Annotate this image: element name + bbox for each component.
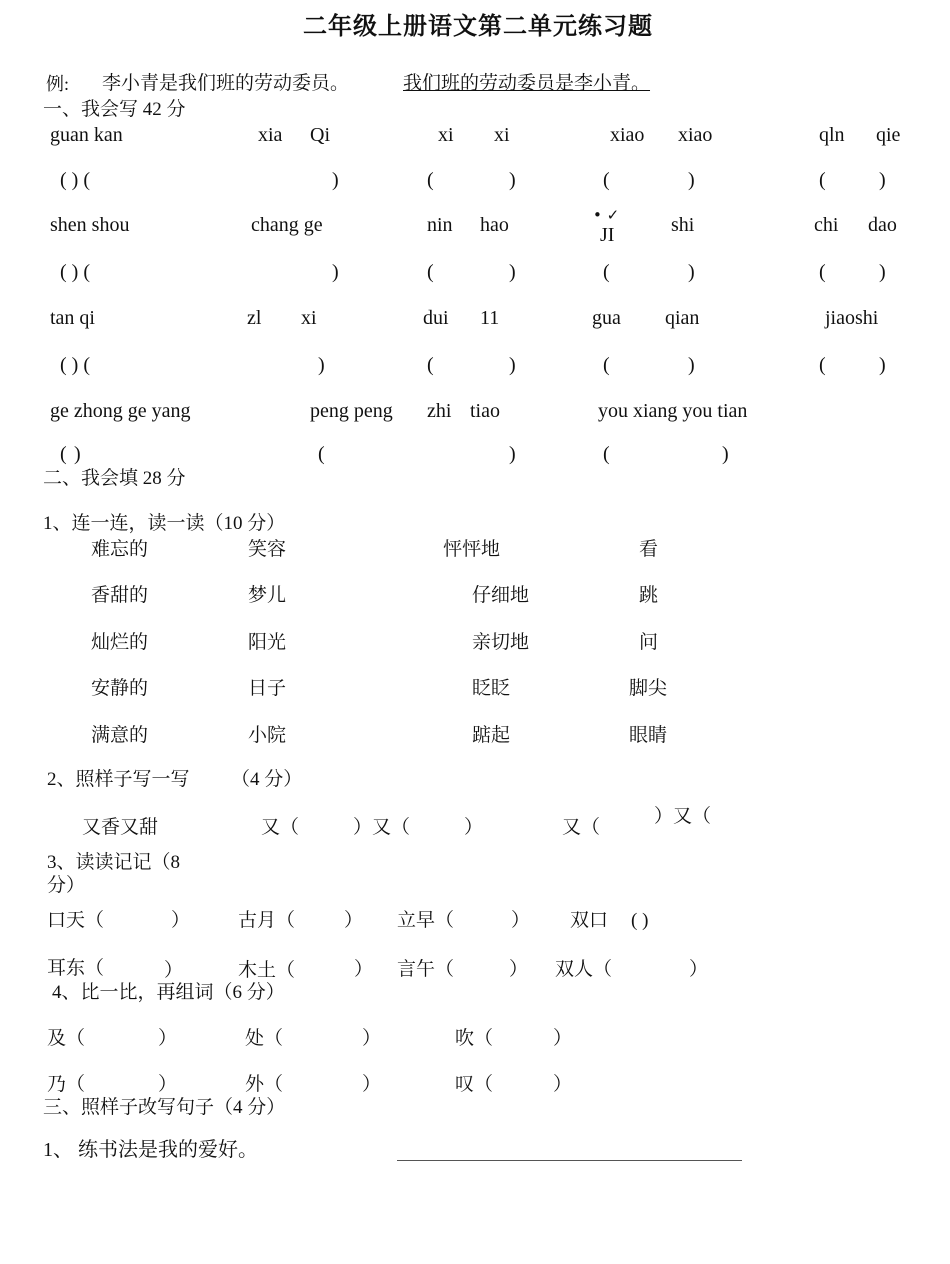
q4-item: 及（ (47, 1028, 86, 1049)
match-item: 香甜的 (91, 585, 149, 606)
q3-close: ） (511, 910, 531, 931)
q4-item: 乃（ (47, 1074, 86, 1095)
answer-bracket: ( ) ( (60, 354, 90, 376)
q2-blank: ）又（ (654, 806, 712, 827)
match-item: 踮起 (472, 725, 511, 746)
pinyin-word: guan kan (50, 124, 123, 146)
q3-close: ） (164, 960, 184, 981)
tone-mark: • ✓ (593, 206, 620, 224)
q4-close: ） (362, 1028, 382, 1049)
section2-heading: 二、我会填 28 分 (43, 468, 186, 489)
pinyin-word: qie (876, 124, 901, 146)
answer-bracket: ) (509, 169, 516, 191)
match-item: 阳光 (248, 632, 287, 653)
match-item: 眨眨 (472, 678, 511, 699)
answer-bracket: ) (879, 169, 886, 191)
q3-item: 木土（ (238, 960, 296, 981)
match-item: 日子 (248, 678, 287, 699)
pinyin-word: 11 (480, 307, 500, 329)
pinyin-word: hao (480, 214, 509, 236)
q4-heading: 4、比一比，再组词（6 分） (52, 982, 285, 1003)
example-rewritten: 我们班的劳动委员是李小青。 (403, 73, 651, 94)
q2-blank: ） (464, 817, 484, 838)
q3-heading: 3、读读记记（8 (47, 852, 181, 873)
q3-item: 双人（ (555, 959, 613, 980)
answer-bracket: ) (688, 261, 695, 283)
q2-blank: 又（ (562, 817, 601, 838)
section1-heading: 一、我会写 42 分 (43, 99, 186, 120)
answer-bracket: ( ) ( (60, 261, 90, 283)
q3-close: ） (509, 959, 529, 980)
page-title: 二年级上册语文第二单元练习题 (303, 12, 653, 40)
q3-item: 立早（ (397, 910, 455, 931)
match-item: 小院 (248, 725, 287, 746)
q4-close: ） (553, 1074, 573, 1095)
pinyin-word: zl (247, 307, 262, 329)
example-sentence: 李小青是我们班的劳动委员。 (102, 73, 350, 94)
pinyin-word: qln (819, 124, 845, 146)
pinyin-word: chang ge (251, 214, 323, 236)
match-item: 难忘的 (91, 539, 149, 560)
q2-blank: ）又（ (353, 817, 411, 838)
match-item: 眼睛 (629, 725, 668, 746)
q2-heading: 2、照样子写一写 (47, 769, 190, 790)
pinyin-word: jiaoshi (825, 307, 879, 329)
pinyin-word: qian (665, 307, 700, 329)
q1-heading: 1、连一连，读一读（10 分） (43, 513, 286, 534)
pinyin-word: nin (427, 214, 453, 236)
answer-bracket: ) (509, 443, 516, 465)
pinyin-word: xi (301, 307, 317, 329)
q2-blank: 又（ (261, 817, 300, 838)
match-item: 亲切地 (472, 632, 530, 653)
pinyin-word: chi (814, 214, 839, 236)
q4-close: ） (362, 1074, 382, 1095)
answer-bracket: ( (819, 354, 826, 376)
match-item: 灿烂的 (91, 632, 149, 653)
pinyin-word: gua (592, 307, 621, 329)
q4-item: 处（ (245, 1028, 284, 1049)
answer-bracket: ) (879, 354, 886, 376)
q4-item: 叹（ (455, 1074, 494, 1095)
q4-close: ） (158, 1028, 178, 1049)
q3-item: 口天（ (47, 910, 105, 931)
answer-bracket: ( (60, 443, 67, 465)
q3-item: 双口 (570, 910, 609, 931)
pinyin-word: JI (600, 224, 615, 246)
pinyin-word: ge zhong ge yang (50, 400, 191, 422)
match-item: 脚尖 (629, 678, 668, 699)
match-item: 跳 (639, 585, 659, 606)
answer-bracket: ( (427, 261, 434, 283)
answer-bracket: ( (603, 354, 610, 376)
answer-bracket: ) (509, 354, 516, 376)
section3-question: 1、 练书法是我的爱好。 (43, 1139, 258, 1161)
answer-bracket: ) (509, 261, 516, 283)
answer-bracket: ) (332, 261, 339, 283)
answer-bracket: ) (879, 261, 886, 283)
pinyin-word: shi (671, 214, 695, 236)
answer-bracket: ( (603, 443, 610, 465)
pinyin-word: dao (868, 214, 897, 236)
pinyin-word: tan qi (50, 307, 95, 329)
pinyin-word: xiao (678, 124, 713, 146)
answer-bracket: ) (688, 354, 695, 376)
answer-bracket: ( ) ( (60, 169, 90, 191)
q3-close: ） (171, 910, 191, 931)
q4-close: ） (158, 1074, 178, 1095)
q4-close: ） (553, 1028, 573, 1049)
q2-score: （4 分） (231, 769, 303, 790)
answer-bracket: ( (819, 169, 826, 191)
answer-line[interactable] (397, 1160, 742, 1161)
pinyin-word: shen shou (50, 214, 130, 236)
answer-bracket: ( (427, 169, 434, 191)
answer-bracket: ( (427, 354, 434, 376)
q3-heading: 分） (47, 875, 86, 896)
pinyin-word: dui (423, 307, 449, 329)
pinyin-word: xia (258, 124, 283, 146)
answer-bracket: ) (688, 169, 695, 191)
match-item: 仔细地 (472, 585, 530, 606)
answer-bracket: ) (722, 443, 729, 465)
pinyin-word: peng peng (310, 400, 393, 422)
q3-item: 耳东（ (47, 958, 105, 979)
answer-bracket: ) (74, 443, 81, 465)
section3-heading: 三、照样子改写句子（4 分） (43, 1097, 286, 1118)
match-item: 看 (639, 539, 659, 560)
pinyin-word: you xiang you tian (598, 400, 748, 422)
answer-bracket: ( (603, 261, 610, 283)
example-label: 例: (46, 74, 70, 94)
q3-close: ） (344, 910, 364, 931)
q2-example: 又香又甜 (82, 817, 159, 838)
match-item: 安静的 (91, 678, 149, 699)
q4-item: 吹（ (455, 1028, 494, 1049)
answer-bracket: ) (318, 354, 325, 376)
answer-bracket: ( (318, 443, 325, 465)
answer-bracket: ( (819, 261, 826, 283)
pinyin-word: Qi (310, 124, 330, 146)
answer-bracket: ) (332, 169, 339, 191)
match-item: 怦怦地 (443, 539, 501, 560)
answer-bracket: ( (603, 169, 610, 191)
q3-close: ） (354, 959, 374, 980)
q4-item: 外（ (245, 1074, 284, 1095)
pinyin-word: xi (494, 124, 510, 146)
match-item: 满意的 (91, 725, 149, 746)
pinyin-word: xi (438, 124, 454, 146)
q3-item: 古月（ (238, 910, 296, 931)
q3-item: ( ) (631, 910, 649, 931)
match-item: 问 (639, 632, 659, 653)
match-item: 笑容 (248, 539, 287, 560)
match-item: 梦儿 (248, 585, 287, 606)
pinyin-word: zhi (427, 400, 452, 422)
q3-close: ） (689, 959, 709, 980)
pinyin-word: xiao (610, 124, 645, 146)
q3-item: 言午（ (397, 959, 455, 980)
pinyin-word: tiao (470, 400, 500, 422)
